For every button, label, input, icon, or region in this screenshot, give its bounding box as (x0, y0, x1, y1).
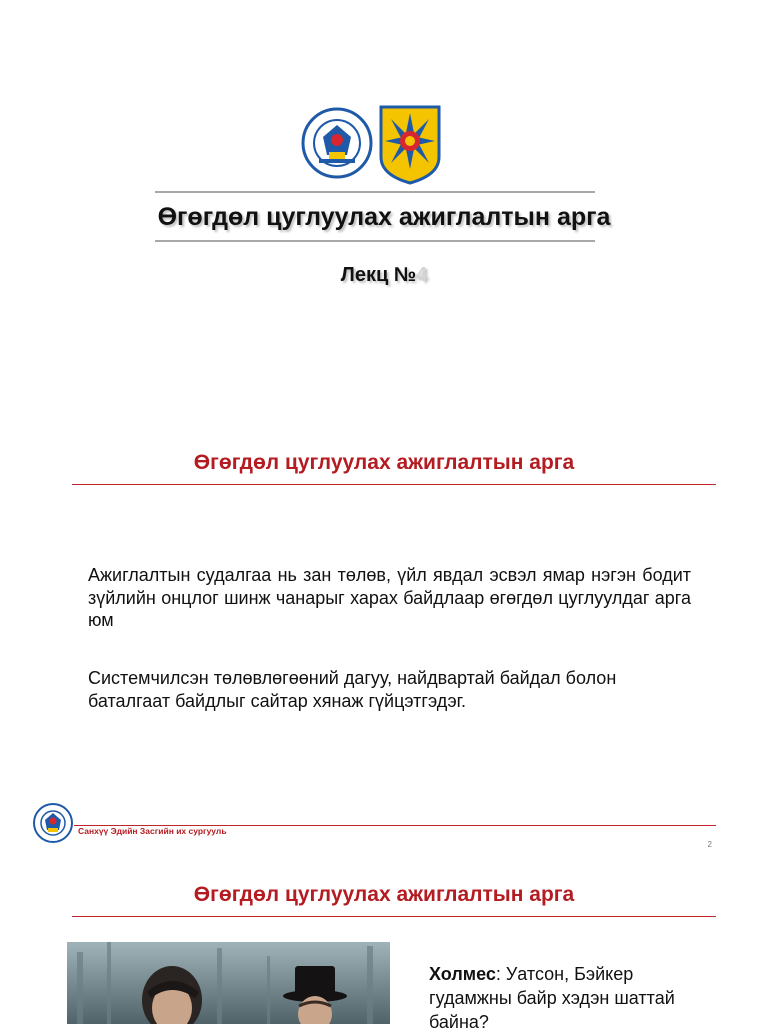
footer-university-name: Санхүү Эдийн Засгийн их сургууль (78, 826, 227, 836)
sun-emblem-logo (379, 105, 441, 185)
slide3-title: Өгөгдөл цуглуулах ажиглалтын арга (193, 883, 575, 906)
slide2-title-rule (72, 484, 716, 485)
speaker-name: Холмес (429, 964, 496, 984)
holmes-watson-photo (67, 942, 390, 1024)
title-top-rule (155, 191, 595, 193)
slide2-title: Өгөгдөл цуглуулах ажиглалтын арга (193, 451, 575, 474)
method-paragraph: Системчилсэн төлөвлөгөөний дагуу, найдвартай байдал болон баталгаат байдлыг сайтар хянаж гүйцэтгэдэг. (88, 668, 617, 711)
lecture-label: Лекц № (340, 264, 417, 286)
lecture-number-label (0, 262, 768, 288)
slide1-title: Өгөгдөл цуглуулах ажиглалтын арга (157, 203, 611, 231)
slide3-title-rule (72, 916, 716, 917)
footer-seal-logo (33, 803, 73, 843)
lecture-number: 4 (416, 264, 428, 286)
definition-paragraph: Ажиглалтын судалгаа нь зан төлөв, үйл явдал эсвэл ямар нэгэн бодит зүйлийн онцлог шинж чанарыг харах байдлаар өгөгдөл цуглуулдаг арга юм (88, 565, 691, 630)
dialog-line: : Уатсон, Бэйкер гудамжны байр хэдэн шаттай байна? (429, 964, 675, 1032)
dialog-quote (429, 962, 719, 1034)
title-bottom-rule (155, 240, 595, 242)
university-seal-logo (301, 107, 373, 179)
page-number: 2 (707, 840, 712, 849)
